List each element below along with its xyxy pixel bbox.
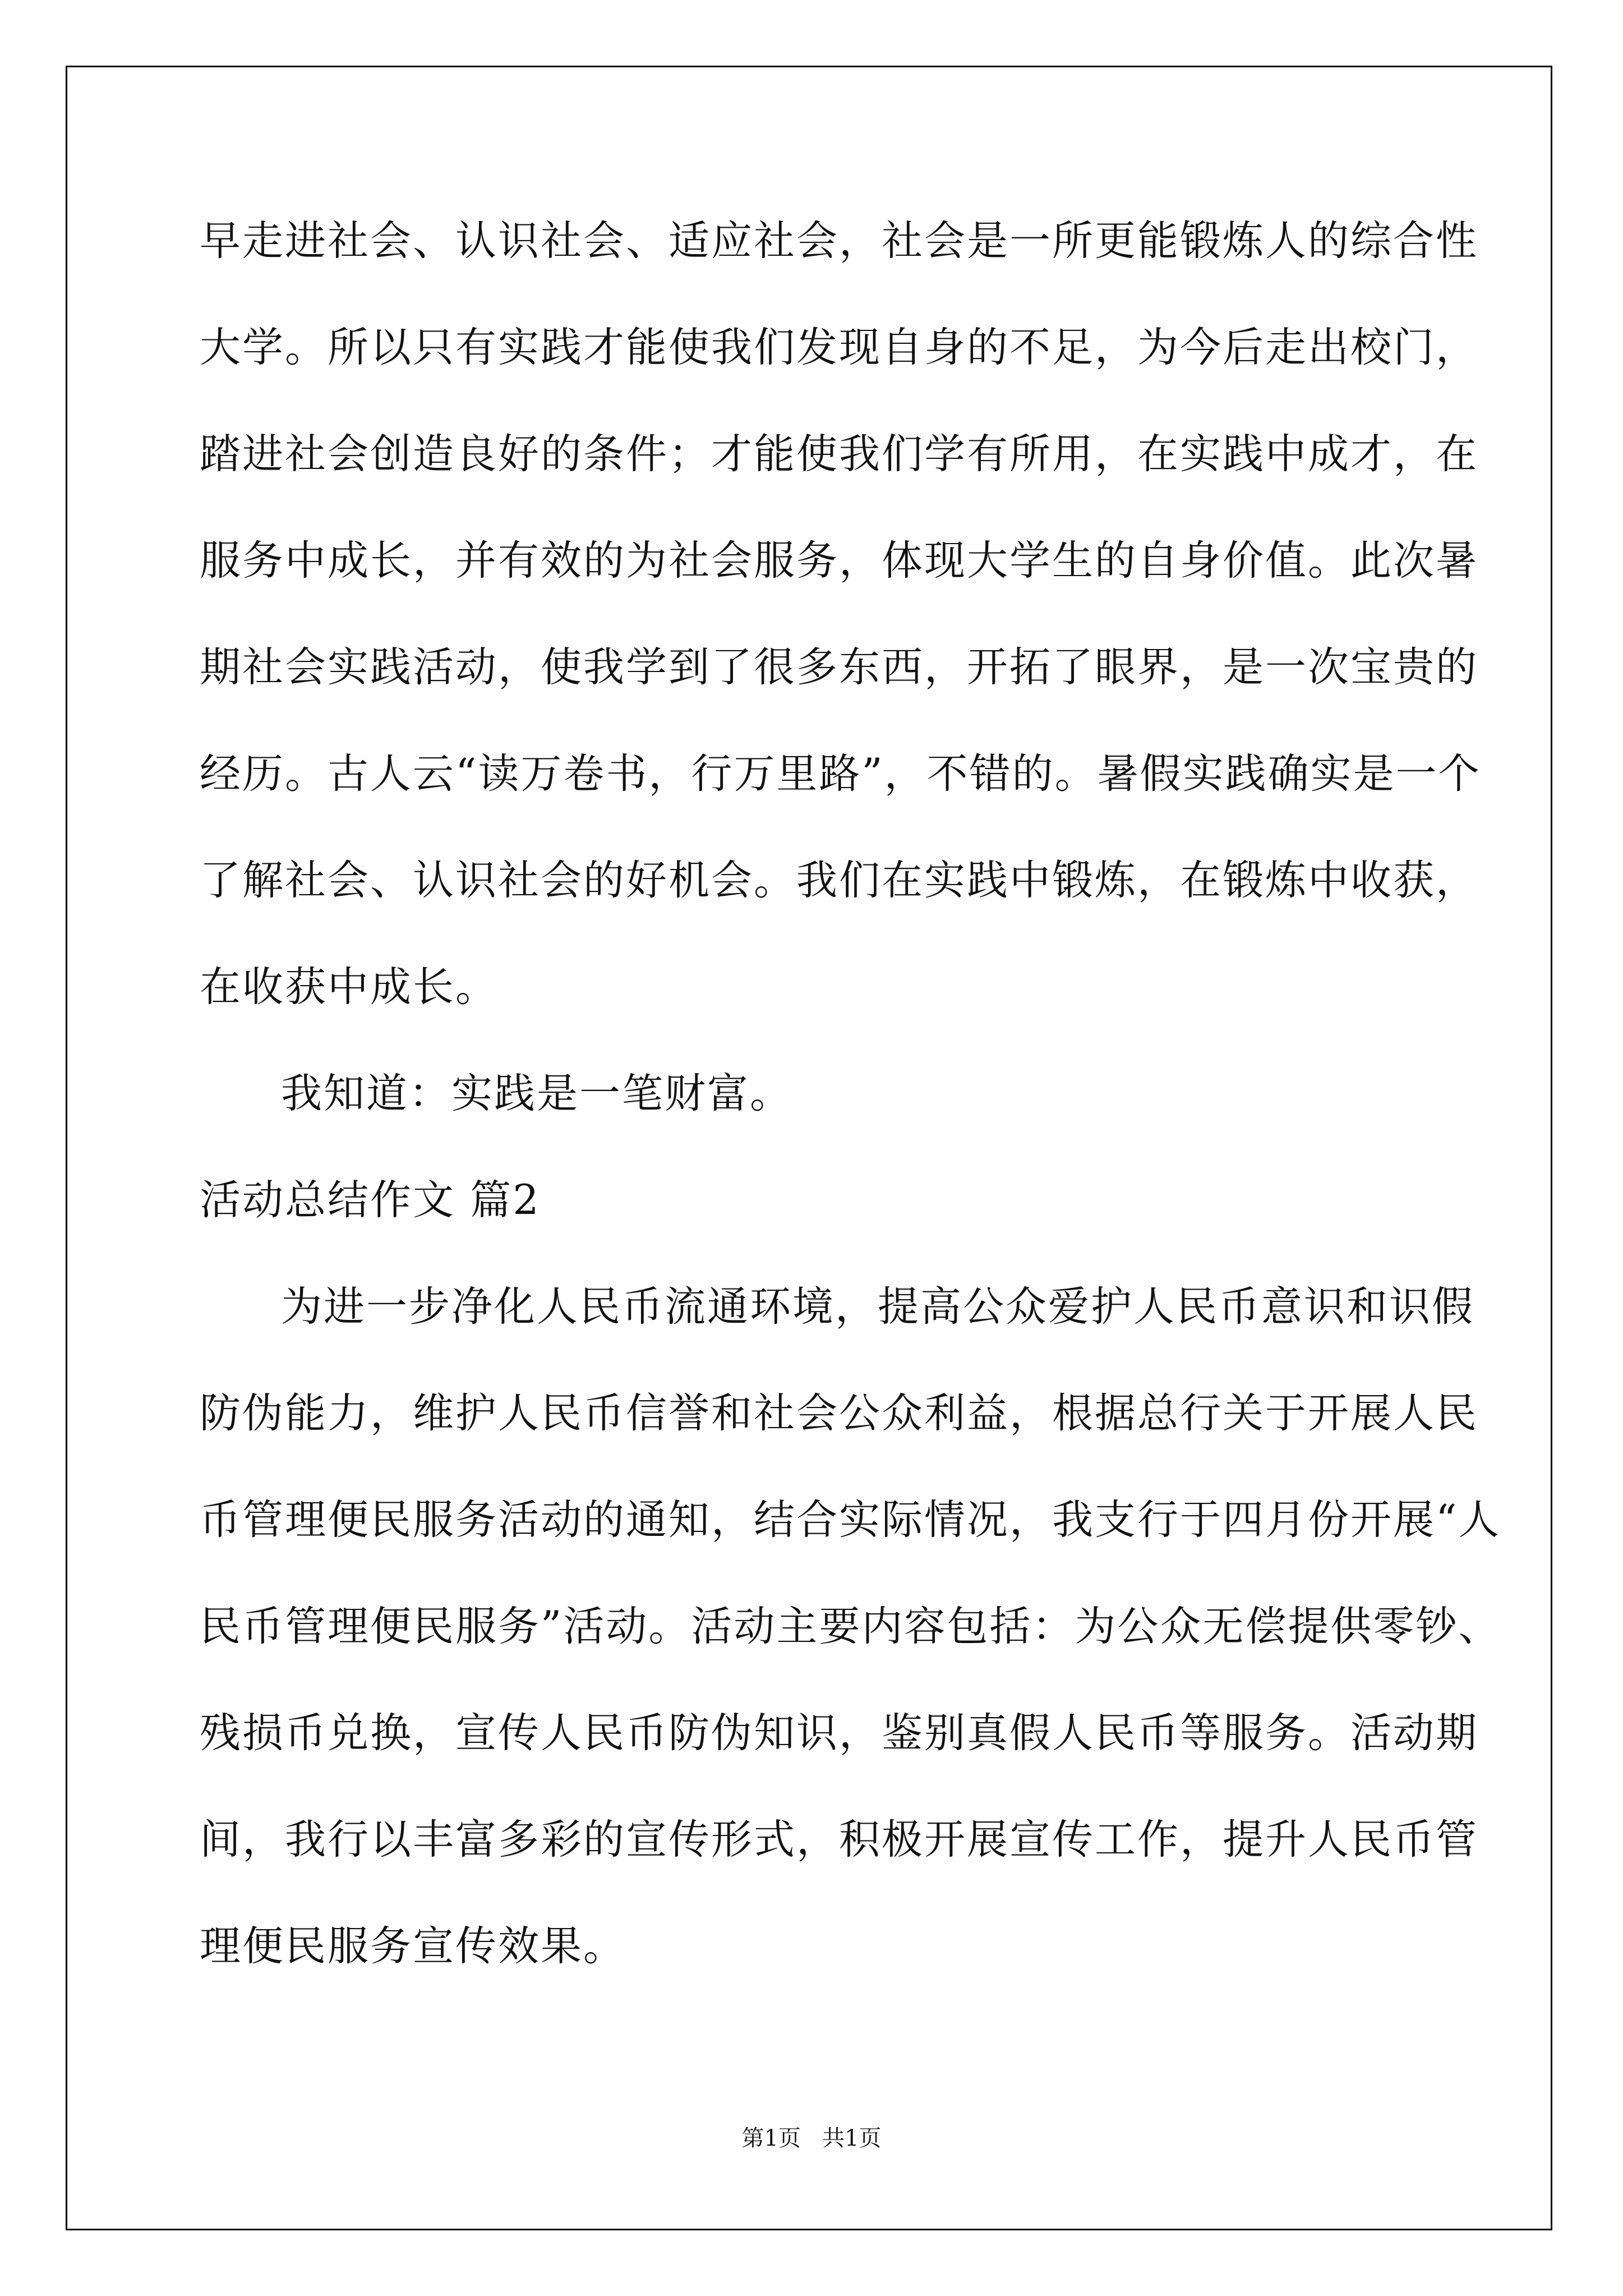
paragraph-line: 民币管理便民服务”活动。活动主要内容包括：为公众无偿提供零钞、 [200, 1603, 1501, 1650]
document-body [200, 208, 1501, 2019]
paragraph-line: 在收获中成长。 [200, 963, 498, 1011]
section-heading: 活动总结作文 篇2 [200, 1176, 541, 1224]
paragraph-line: 残损币兑换，宣传人民币防伪知识，鉴别真假人民币等服务。活动期 [200, 1709, 1478, 1757]
paragraph-line: 间，我行以丰富多彩的宣传形式，积极开展宣传工作，提升人民币管 [200, 1816, 1478, 1864]
paragraph-line: 服务中成长，并有效的为社会服务，体现大学生的自身价值。此次暑 [200, 537, 1478, 585]
paragraph-line: 期社会实践活动，使我学到了很多东西，开拓了眼界，是一次宝贵的 [200, 643, 1478, 691]
paragraph-line: 经历。古人云“读万卷书，行万里路”，不错的。暑假实践确实是一个 [200, 750, 1481, 798]
paragraph-line: 币管理便民服务活动的通知，结合实际情况，我支行于四月份开展“人 [200, 1496, 1501, 1544]
paragraph-line: 了解社会、认识社会的好机会。我们在实践中锻炼，在锻炼中收获， [200, 857, 1478, 904]
paragraph-line: 早走进社会、认识社会、适应社会，社会是一所更能锻炼人的综合性 [200, 217, 1478, 265]
paragraph-line: 大学。所以只有实践才能使我们发现自身的不足，为今后走出校门， [200, 324, 1478, 371]
paragraph-line: 为进一步净化人民币流通环境，提高公众爱护人民币意识和识假 [281, 1283, 1474, 1331]
paragraph-line: 我知道：实践是一笔财富。 [281, 1070, 792, 1117]
paragraph-line: 踏进社会创造良好的条件；才能使我们学有所用，在实践中成才，在 [200, 430, 1478, 478]
paragraph-line: 理便民服务宣传效果。 [200, 1922, 626, 1970]
page-number-footer: 第1页 共1页 [741, 2125, 882, 2151]
paragraph-line: 防伪能力，维护人民币信誉和社会公众利益，根据总行关于开展人民 [200, 1389, 1478, 1437]
